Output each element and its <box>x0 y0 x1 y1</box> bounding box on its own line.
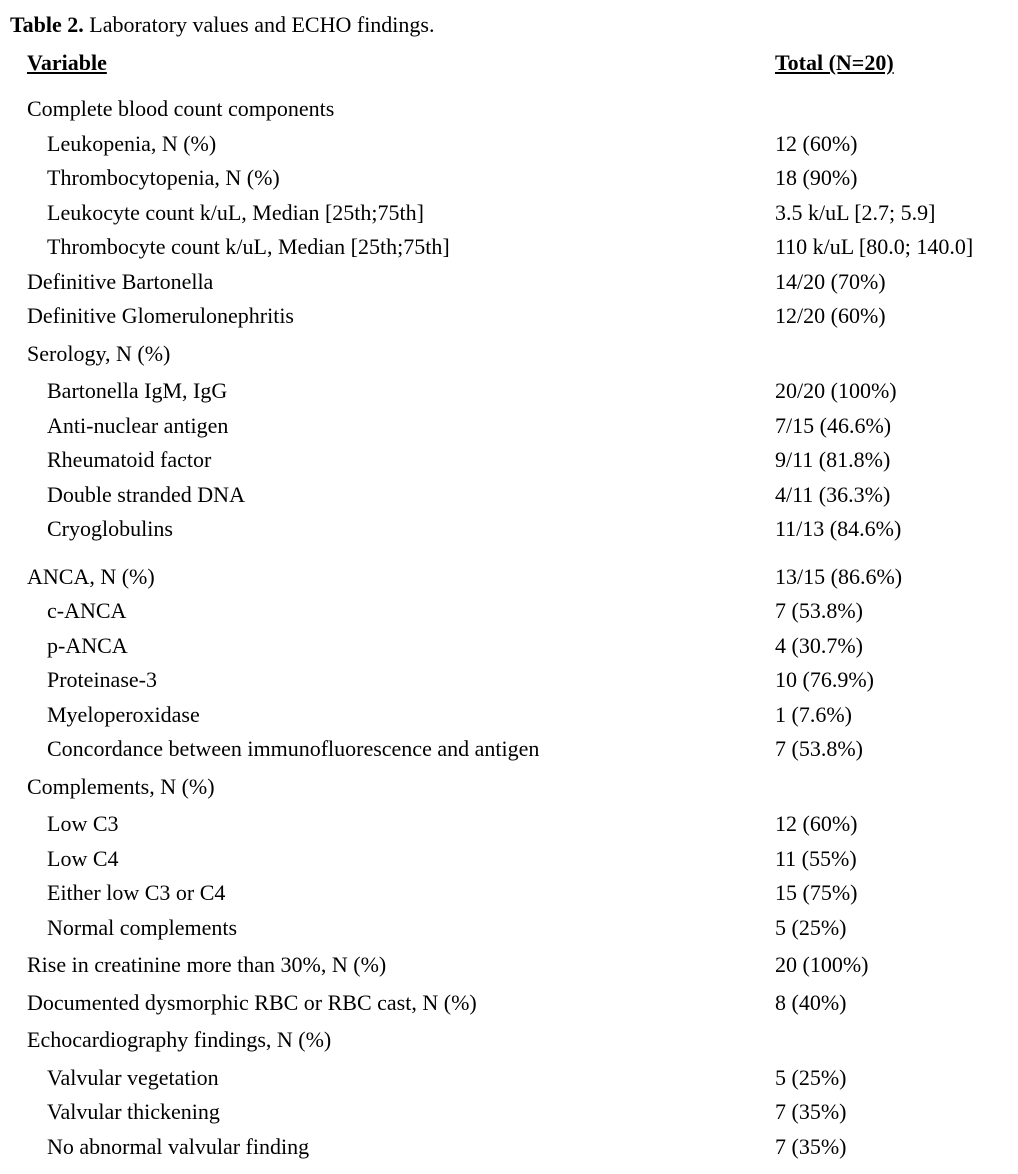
table-row <box>0 161 1018 196</box>
table-row <box>0 1130 1018 1165</box>
row-label: Bartonella IgM, IgG <box>47 378 228 403</box>
table-row <box>0 337 1018 372</box>
row-label: p-ANCA <box>47 632 128 658</box>
row-label: Leukopenia, N (%) <box>47 130 217 156</box>
row-label: Rheumatoid factor <box>47 447 212 472</box>
row-value: 8 (40%) <box>775 989 847 1015</box>
table-row <box>0 265 1018 300</box>
table-row <box>0 986 1018 1021</box>
row-value: 7 (35%) <box>775 1099 847 1124</box>
table-row <box>0 127 1018 162</box>
row-label: Either low C3 or C4 <box>47 880 226 905</box>
row-value: 7 (35%) <box>775 1133 847 1159</box>
row-label: Myeloperoxidase <box>47 701 200 727</box>
row-label: Definitive Bartonella <box>27 268 214 294</box>
row-label: Rise in creatinine more than 30%, N (%) <box>27 952 387 977</box>
row-label: Complements, N (%) <box>27 773 215 799</box>
row-label: Concordance between immunofluorescence and antigen <box>47 736 540 761</box>
row-label: Serology, N (%) <box>27 340 171 366</box>
table-row <box>0 948 1018 983</box>
table-row <box>0 842 1018 877</box>
table-row <box>0 698 1018 733</box>
row-value: 13/15 (86.6%) <box>775 563 903 589</box>
table-row <box>0 629 1018 664</box>
row-value: 10 (76.9%) <box>775 667 874 692</box>
table-body <box>0 92 1018 1164</box>
table-header-row <box>0 50 1018 90</box>
table-row <box>0 770 1018 805</box>
table-row <box>0 443 1018 478</box>
row-value: 20 (100%) <box>775 952 869 977</box>
row-value: 15 (75%) <box>775 880 858 905</box>
row-label: c-ANCA <box>47 598 127 623</box>
row-value: 12 (60%) <box>775 811 858 836</box>
row-label: Cryoglobulins <box>47 516 173 541</box>
table-row <box>0 560 1018 595</box>
row-value: 14/20 (70%) <box>775 268 886 294</box>
table-row <box>0 663 1018 698</box>
row-label: Low C4 <box>47 845 119 871</box>
row-label: Valvular thickening <box>47 1099 220 1124</box>
table-row <box>0 512 1018 547</box>
row-label: Echocardiography findings, N (%) <box>27 1027 332 1052</box>
row-value: 18 (90%) <box>775 165 858 190</box>
row-value: 7 (53.8%) <box>775 598 863 623</box>
table-row <box>0 732 1018 767</box>
row-value: 11 (55%) <box>775 845 857 871</box>
row-label: Low C3 <box>47 811 119 836</box>
row-value: 12 (60%) <box>775 130 858 156</box>
row-label: Anti-nuclear antigen <box>47 412 229 438</box>
table-row <box>0 807 1018 842</box>
table-caption-text: Laboratory values and ECHO findings. <box>89 12 435 37</box>
row-value: 5 (25%) <box>775 1064 847 1090</box>
row-value: 7 (53.8%) <box>775 736 863 761</box>
row-value: 110 k/uL [80.0; 140.0] <box>775 234 974 259</box>
table-row <box>0 594 1018 629</box>
table-row <box>0 196 1018 231</box>
row-label: Leukocyte count k/uL, Median [25th;75th] <box>47 199 424 225</box>
table-caption <box>0 10 1018 40</box>
column-header-total: Total (N=20) <box>775 50 894 75</box>
row-label: ANCA, N (%) <box>27 563 155 589</box>
row-label: Normal complements <box>47 914 238 940</box>
table-row <box>0 478 1018 513</box>
row-value: 20/20 (100%) <box>775 378 897 403</box>
table-row <box>0 911 1018 946</box>
table-row <box>0 1023 1018 1058</box>
row-value: 7/15 (46.6%) <box>775 412 892 438</box>
row-label: Valvular vegetation <box>47 1064 219 1090</box>
row-label: Definitive Glomerulonephritis <box>27 303 294 328</box>
table-row <box>0 1061 1018 1096</box>
row-label: Proteinase-3 <box>47 667 157 692</box>
row-label: Documented dysmorphic RBC or RBC cast, N (%) <box>27 989 477 1015</box>
table-caption-number: Table 2. <box>10 12 84 37</box>
row-value: 9/11 (81.8%) <box>775 447 891 472</box>
table-row <box>0 230 1018 265</box>
table-row <box>0 1095 1018 1130</box>
row-value: 1 (7.6%) <box>775 701 852 727</box>
row-value: 4 (30.7%) <box>775 632 863 658</box>
table-row <box>0 374 1018 409</box>
row-value: 5 (25%) <box>775 914 847 940</box>
row-label: Complete blood count components <box>27 96 335 121</box>
table-row <box>0 409 1018 444</box>
row-label: Thrombocytopenia, N (%) <box>47 165 280 190</box>
row-label: No abnormal valvular finding <box>47 1133 310 1159</box>
row-value: 12/20 (60%) <box>775 303 886 328</box>
row-value: 4/11 (36.3%) <box>775 481 891 507</box>
row-label: Thrombocyte count k/uL, Median [25th;75th] <box>47 234 450 259</box>
column-header-variable: Variable <box>27 50 107 75</box>
row-value: 11/13 (84.6%) <box>775 516 902 541</box>
table-row <box>0 876 1018 911</box>
table-row <box>0 92 1018 127</box>
table-row <box>0 299 1018 334</box>
row-value: 3.5 k/uL [2.7; 5.9] <box>775 199 936 225</box>
row-label: Double stranded DNA <box>47 481 245 507</box>
